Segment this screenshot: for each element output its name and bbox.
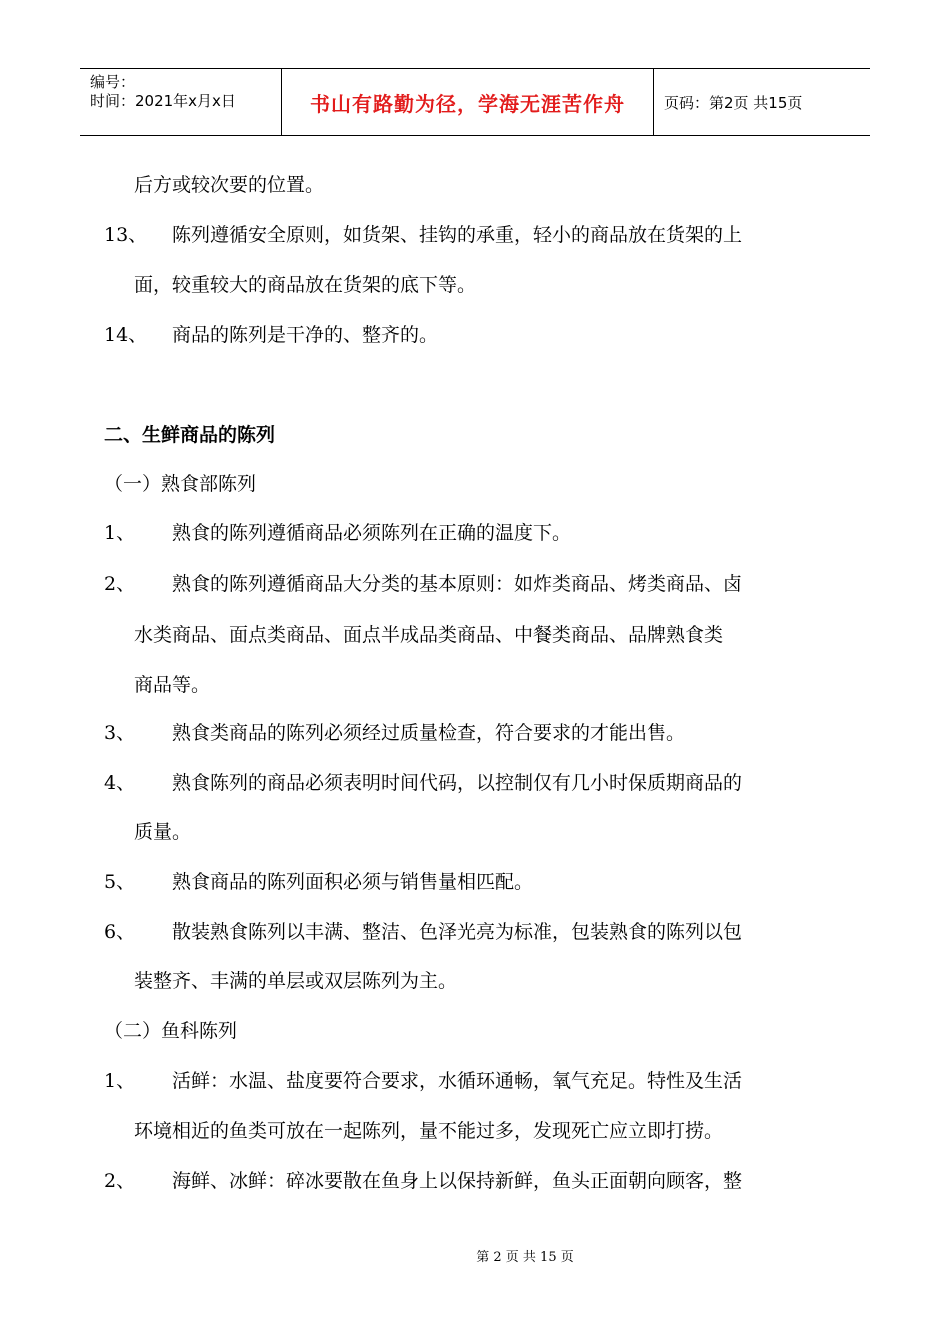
page-footer xyxy=(0,1246,950,1265)
footer-page-number: 第 2 页 共 15 页 xyxy=(476,1250,574,1265)
text-line: 质量。 xyxy=(134,821,192,843)
text-line: 商品的陈列是干净的、整齐的。 xyxy=(172,324,439,346)
subsection-heading: （一）熟食部陈列 xyxy=(104,473,257,495)
text-line: 商品等。 xyxy=(134,674,211,696)
item-number: 4、 xyxy=(104,772,136,794)
item-number: 13、 xyxy=(104,224,148,246)
item-number: 1、 xyxy=(104,1070,136,1092)
text-line: 熟食的陈列遵循商品必须陈列在正确的温度下。 xyxy=(172,522,572,544)
text-line: 海鲜、冰鲜：碎冰要散在鱼身上以保持新鲜，鱼头正面朝向顾客，整 xyxy=(172,1170,743,1192)
text-line: 装整齐、丰满的单层或双层陈列为主。 xyxy=(134,970,458,992)
header-page-label: 页码：第2页 共15页 xyxy=(664,93,803,112)
number-label: 编号： xyxy=(90,73,136,91)
text-line: 陈列遵循安全原则，如货架、挂钩的承重，轻小的商品放在货架的上 xyxy=(172,224,743,246)
item-number: 3、 xyxy=(104,722,136,744)
time-label: 时间：2021年x月x日 xyxy=(90,92,236,110)
text-line: 熟食类商品的陈列必须经过质量检查，符合要求的才能出售。 xyxy=(172,722,686,744)
item-number: 5、 xyxy=(104,871,136,893)
item-number: 14、 xyxy=(104,324,148,346)
page-header xyxy=(80,68,870,136)
text-line: 熟食的陈列遵循商品大分类的基本原则：如炸类商品、烤类商品、卤 xyxy=(172,573,743,595)
item-number: 2、 xyxy=(104,573,136,595)
header-motto: 书山有路勤为径，学海无涯苦作舟 xyxy=(282,69,654,135)
subsection-heading: （二）鱼科陈列 xyxy=(104,1020,238,1042)
section-heading: 二、生鲜商品的陈列 xyxy=(104,424,276,446)
text-line: 活鲜：水温、盐度要符合要求，水循环通畅，氧气充足。特性及生活 xyxy=(172,1070,743,1092)
text-line: 散装熟食陈列以丰满、整洁、色泽光亮为标准，包装熟食的陈列以包 xyxy=(172,921,743,943)
item-number: 6、 xyxy=(104,921,136,943)
text-line: 环境相近的鱼类可放在一起陈列，量不能过多，发现死亡应立即打捞。 xyxy=(134,1120,724,1142)
text-line: 面，较重较大的商品放在货架的底下等。 xyxy=(134,274,477,296)
text-line: 熟食商品的陈列面积必须与销售量相匹配。 xyxy=(172,871,534,893)
item-number: 1、 xyxy=(104,522,136,544)
header-left-cell xyxy=(80,69,282,135)
text-line: 后方或较次要的位置。 xyxy=(134,174,325,196)
text-line: 水类商品、面点类商品、面点半成品类商品、中餐类商品、品牌熟食类 xyxy=(134,624,724,646)
text-line: 熟食陈列的商品必须表明时间代码，以控制仅有几小时保质期商品的 xyxy=(172,772,743,794)
item-number: 2、 xyxy=(104,1170,136,1192)
